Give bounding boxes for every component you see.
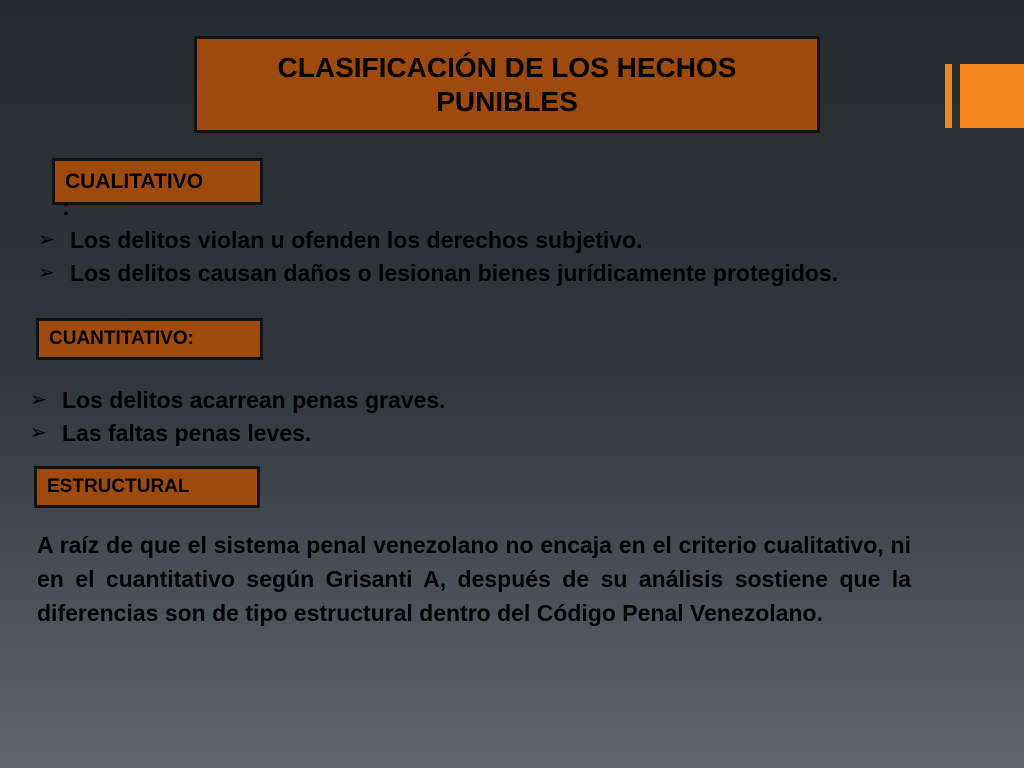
arrow-bullet-icon: ➢ xyxy=(30,422,47,444)
label-estructural-text: ESTRUCTURAL xyxy=(47,476,190,497)
label-cualitativo-text: CUALITATIVO xyxy=(65,169,204,193)
list-item xyxy=(38,257,868,290)
label-cualitativo xyxy=(52,158,263,205)
list-item xyxy=(30,417,630,450)
cuantitativo-list xyxy=(30,384,630,450)
list-item xyxy=(30,384,630,417)
label-cuantitativo xyxy=(36,318,263,360)
list-item-text: Los delitos acarrean penas graves. xyxy=(62,387,446,413)
accent-bar-thin xyxy=(945,64,952,128)
label-estructural xyxy=(34,466,260,508)
estructural-paragraph: A raíz de que el sistema penal venezolano no encaja en el criterio cualitativo, ni en el cuantitativo según Grisanti A, después de su análisis sostiene que la diferencias son de tipo estructural dentro del Código Penal Venezolano. xyxy=(37,532,911,626)
list-item-text: Los delitos violan u ofenden los derechos subjetivo. xyxy=(70,227,643,253)
label-cuantitativo-text: CUANTITATIVO: xyxy=(49,328,194,349)
list-item-text: Los delitos causan daños o lesionan bienes jurídicamente protegidos. xyxy=(70,260,839,286)
slide-title xyxy=(194,36,820,133)
slide-title-text: CLASIFICACIÓN DE LOS HECHOS PUNIBLES xyxy=(277,51,737,117)
accent-bar-thick xyxy=(960,64,1024,128)
arrow-bullet-icon: ➢ xyxy=(38,229,55,251)
list-item xyxy=(38,224,868,257)
list-item-text: Las faltas penas leves. xyxy=(62,420,312,446)
arrow-bullet-icon: ➢ xyxy=(30,389,47,411)
label-cualitativo-colon: : xyxy=(62,194,70,221)
cualitativo-list xyxy=(38,224,868,316)
arrow-bullet-icon: ➢ xyxy=(38,262,55,284)
